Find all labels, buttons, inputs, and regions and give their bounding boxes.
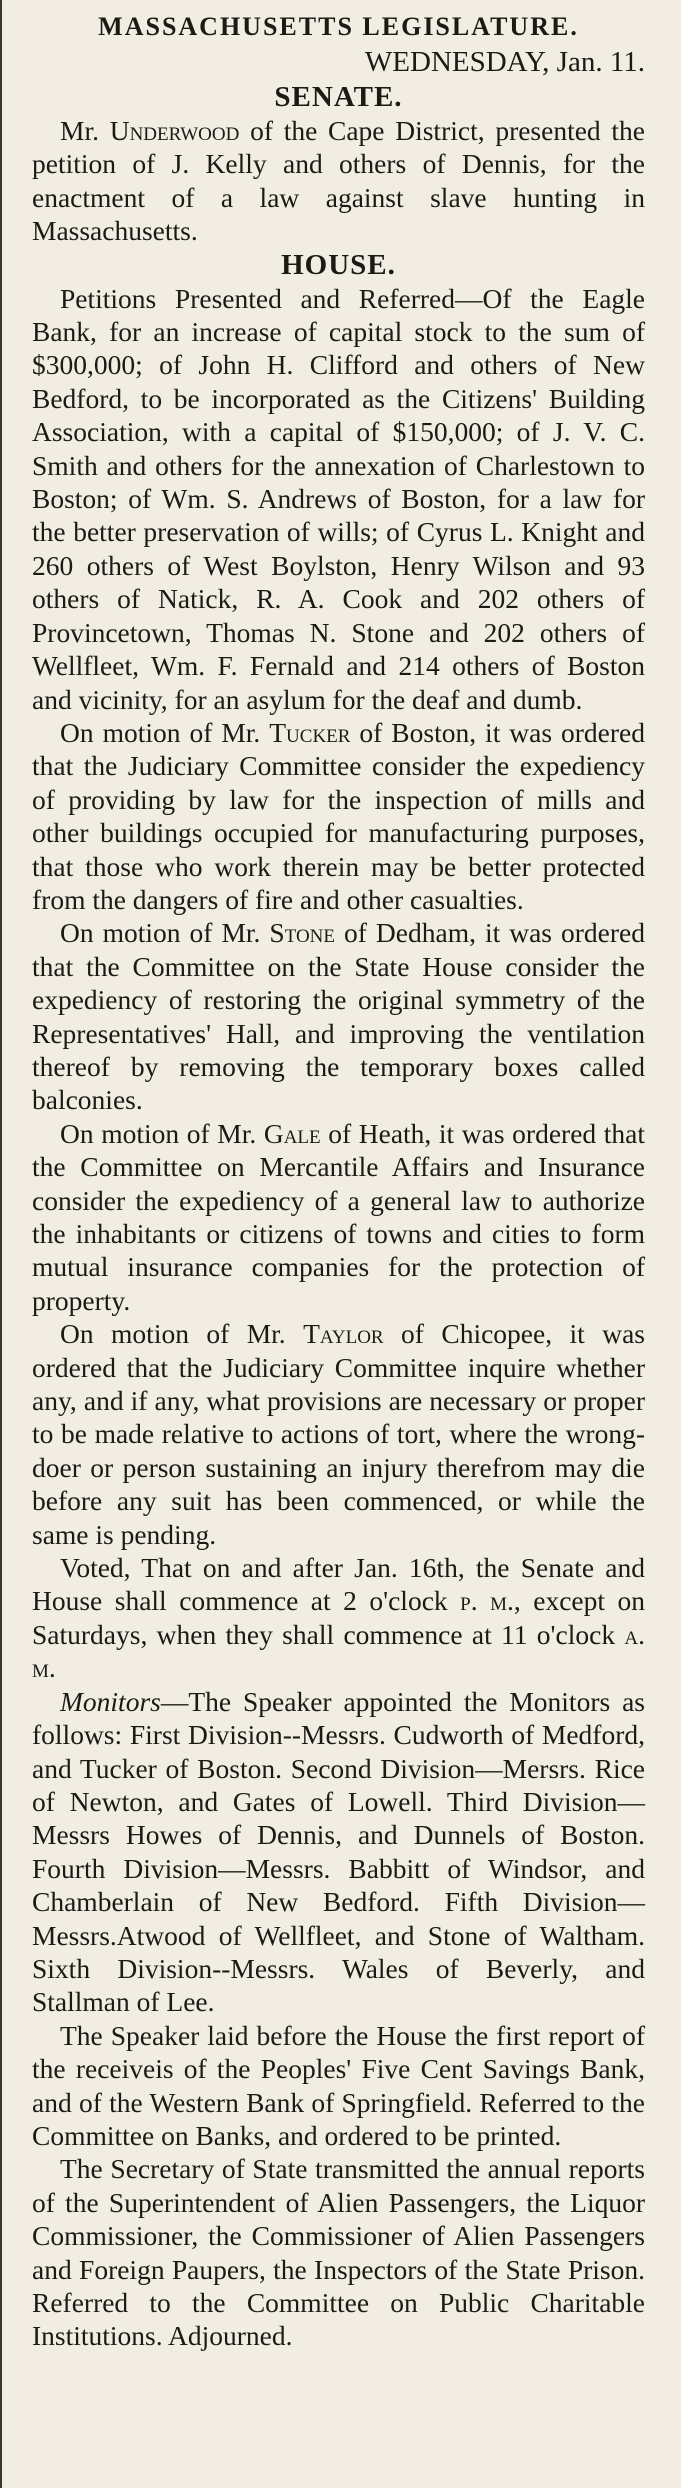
text-fragment: of Boston, it was ordered that the Judiciary Committee consider the expediency of providing by law for the inspection of mills and other buildings occupied for manufacturing purposes, that those who work therein may be better protected from the dangers of fire and other casualties.: [32, 716, 645, 915]
text-fragment: of Heath, it was ordered that the Committee on Mercantile Affairs and Insurance consider the expediency of a general law to authorize the inhabitants or citizens of towns and cities to form mutual insurance companies for the protection of property.: [32, 1117, 645, 1316]
text-fragment: of the Cape District, presented the petition of J. Kelly and others of Dennis, for the enactment of a law against slave hunting in Massachusetts.: [32, 115, 646, 247]
dateline: WEDNESDAY, Jan. 11.: [364, 46, 645, 78]
text-fragment: of Chicopee, it was ordered that the Judiciary Committee inquire whether any, and if any, what provisions are necessary or proper to be made relative to actions of tort, where the wrong-doer or person sustaining an injury therefrom may die before any suit has been commenced, or while the same is pending.: [32, 1318, 645, 1550]
text-fragment: Voted, That on and after Jan. 16th, the Senate and House shall commence at 2 o'clock: [32, 1552, 645, 1617]
text-fragment: , except on Saturdays, when they shall commence at 11 o'clock: [32, 1585, 646, 1650]
text-fragment: On motion of Mr.: [60, 716, 270, 748]
member-name: Underwood: [109, 115, 240, 146]
member-name: Taylor: [303, 1318, 384, 1350]
monitors-paragraph: [32, 1685, 645, 2019]
secretary-report-paragraph: The Secretary of State transmitted the annual reports of the Superintendent of Alien Passengers, the Liquor Commissioner, the Commissioner of Alien Passengers and Foreign Paupers, the Inspectors of the State Prison. Referred to the Committee on Public Charitable Institutions. Adjourned.: [32, 2153, 645, 2352]
stone-motion-paragraph: [32, 916, 645, 1116]
member-name: Stone: [269, 917, 336, 949]
member-name: Tucker: [269, 716, 351, 748]
masthead: MASSACHUSETTS LEGISLATURE.: [98, 12, 579, 41]
petitions-paragraph: Petitions Presented and Referred—Of the Eagle Bank, for an increase of capital stock to the sum of $300,000; of John H. Clifford and others of New Bedford, to be incorporated as the Citizens' Building Association, with a capital of $150,000; of J. V. C. Smith and others for the annexation of Charlestown to Boston; of Wm. S. Andrews of Boston, for a law for the better preservation of wills; of Cyrus L. Knight and 260 others of West Boylston, Henry Wilson and 93 others of Natick, R. A. Cook and 202 others of Provincetown, Thomas N. Stone and 202 others of Wellfleet, Wm. F. Fernald and 214 others of Boston and vicinity, for an asylum for the deaf and dumb.: [32, 282, 645, 715]
monitors-label: Monitors: [60, 1685, 161, 1717]
text-fragment: —The Speaker appointed the Monitors as follows: First Division--Messrs. Cudworth of Medford, and Tucker of Boston. Second Division—Mersrs. Rice of Newton, and Gates of Lowell. Third Division—Messrs Howes of Dennis, and Dunnels of Boston. Fourth Division—Messrs. Babbitt of Windsor, and Chamberlain of New Bedford. Fifth Division—Messrs.Atwood of Wellfleet, and Stone of Waltham. Sixth Division--Messrs. Wales of Beverly, and Stallman of Lee.: [32, 1685, 645, 2018]
tucker-motion-paragraph: [32, 716, 645, 916]
text-fragment: On motion of Mr.: [60, 917, 270, 949]
taylor-motion-paragraph: [32, 1317, 645, 1551]
gale-motion-paragraph: [32, 1117, 645, 1317]
house-heading: HOUSE.: [281, 248, 396, 281]
text-fragment: Mr.: [60, 115, 110, 146]
senate-petition-paragraph: [32, 114, 645, 248]
text-fragment: On motion of Mr.: [60, 1318, 304, 1350]
time-abbrev: p. m.: [460, 1585, 514, 1617]
time-abbrev: a. m.: [32, 1618, 645, 1684]
speaker-report-paragraph: The Speaker laid before the House the first report of the receiveis of the Peoples' Five Cent Savings Bank, and of the Western Bank of Springfield. Referred to the Committee on Banks, and ordered to be printed.: [32, 2019, 645, 2151]
text-fragment: of Dedham, it was ordered that the Committee on the State House consider the expediency of restoring the original symmetry of the Representatives' Hall, and improving the ventilation thereof by removing the temporary boxes called balconies.: [32, 917, 645, 1116]
voted-paragraph: [32, 1551, 645, 1685]
text-fragment: On motion of Mr.: [60, 1117, 264, 1149]
senate-heading: SENATE.: [274, 81, 403, 113]
member-name: Gale: [263, 1117, 321, 1149]
